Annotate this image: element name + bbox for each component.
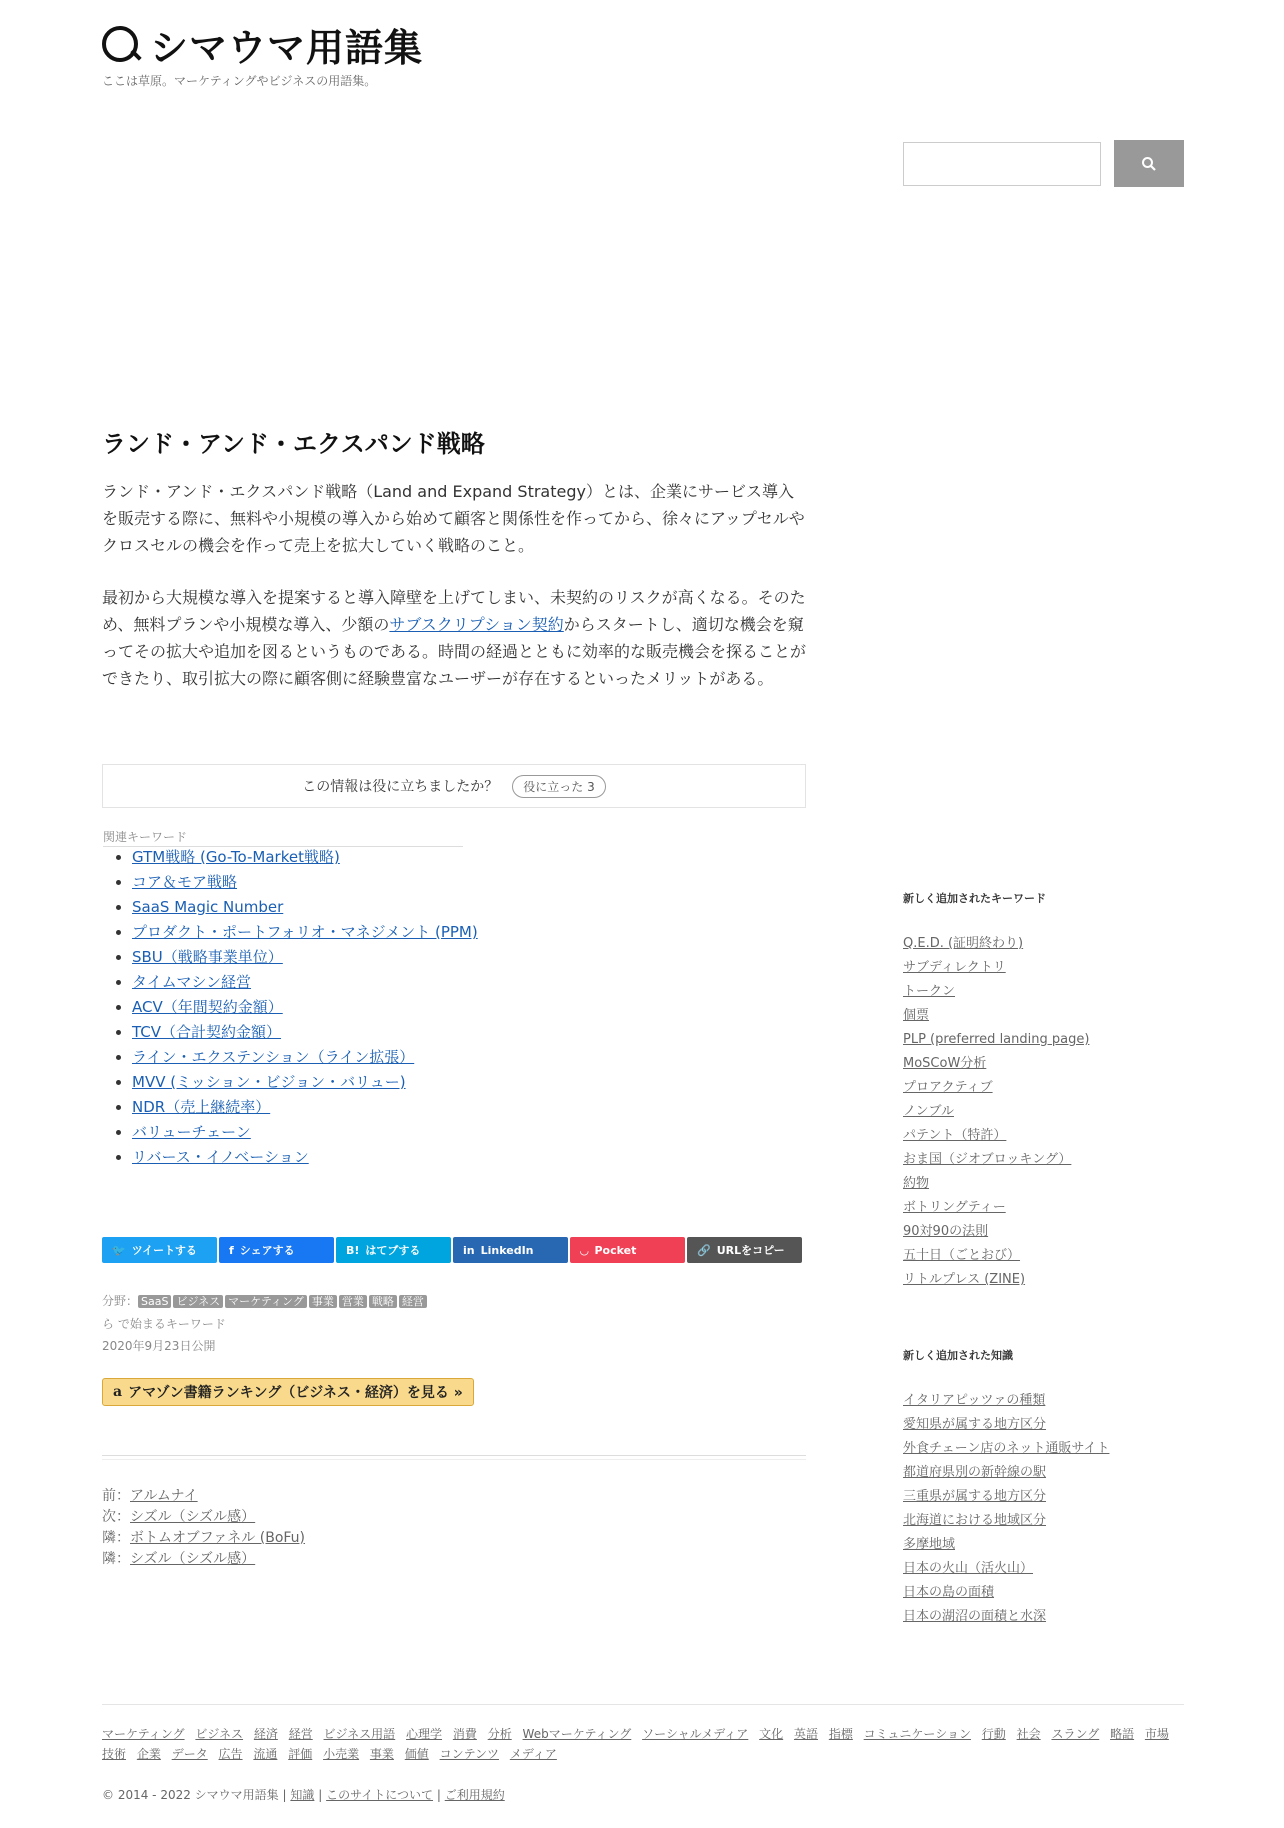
new-keywords-list [903,932,1089,1292]
adjacent-link[interactable]: シズル（シズル感） [130,1551,256,1567]
tag-link[interactable]: 事業 [309,1295,337,1308]
new-keyword-link[interactable]: 五十日（ごとおび） [903,1248,1021,1263]
copy-url-button[interactable] [687,1237,802,1263]
related-keyword-link[interactable]: バリューチェーン [132,1123,251,1141]
share-label: Pocket [594,1243,637,1257]
list-item [903,980,1089,1004]
list-item [132,897,492,917]
footer-category-link[interactable]: 価値 [404,1747,429,1761]
list-item [132,1022,492,1042]
helpful-feedback-box [102,764,806,808]
new-keyword-link[interactable]: 90対90の法則 [903,1224,989,1239]
tag-link[interactable]: 経営 [399,1295,427,1308]
footer-category-link[interactable]: 消費 [452,1727,477,1741]
list-item [903,1220,1089,1244]
list-item [903,1148,1089,1172]
share-label: ツイートする [131,1244,197,1257]
separator: | [318,1788,323,1802]
new-keyword-link[interactable]: パテント（特許） [903,1128,1007,1143]
tag-link[interactable]: SaaS [138,1295,171,1308]
footer-category-link[interactable]: コミュニケーション [863,1727,971,1741]
new-knowledge-heading: 新しく追加された知識 [903,1349,1013,1362]
copyright-text: © 2014 - 2022 シマウマ用語集 [102,1788,279,1802]
facebook-share-button[interactable] [219,1237,334,1263]
list-item [903,1196,1089,1220]
site-tagline: ここは草原。マーケティングやビジネスの用語集。 [102,74,377,88]
footer-categories [102,1724,1184,1764]
new-keyword-link[interactable]: 個票 [903,1008,930,1023]
published-date: 2020年9月23日公開 [102,1339,216,1353]
list-item [903,1052,1089,1076]
related-keyword-link[interactable]: ACV（年間契約金額） [132,998,283,1016]
new-keyword-link[interactable]: PLP (preferred landing page) [903,1032,1090,1047]
list-item [903,1244,1089,1268]
list-item [903,1268,1089,1292]
facebook-icon: f [229,1243,234,1257]
related-keyword-link[interactable]: SBU（戦略事業単位） [132,948,283,966]
new-keyword-link[interactable]: おま国（ジオブロッキング） [903,1152,1072,1167]
footer-category-link[interactable]: 分析 [487,1727,512,1741]
list-item [903,1389,1109,1413]
separator: | [282,1788,287,1802]
about-link[interactable]: このサイトについて [326,1788,434,1802]
article-paragraph [102,584,807,692]
list-item [903,1413,1109,1437]
divider [102,1455,806,1460]
new-keyword-link[interactable]: ボトリングティー [903,1200,1006,1215]
subscription-contract-link[interactable]: サブスクリプション契約 [389,615,564,634]
pocket-share-button[interactable] [570,1237,685,1263]
footer-category-link[interactable]: 行動 [981,1727,1006,1741]
new-keyword-link[interactable]: サブディレクトリ [903,960,1006,975]
list-item [132,847,492,867]
list-item [132,997,492,1017]
list-item [903,1100,1089,1124]
tag-link[interactable]: マーケティング [225,1295,307,1308]
link-icon: 🔗 [697,1243,711,1257]
footer-category-link[interactable]: 文化 [759,1727,784,1741]
paragraph-text: からスタートし、適切な機会を窺ってその拡大や追加を図るというものである。時間の経過とともに効率的な販売機会を探ることができたり、取引拡大の際に顧客側に経験豊富なユーザーが存在するといったメリットがある。 [102,615,807,688]
related-keyword-link[interactable]: NDR（売上継続率） [132,1098,271,1116]
footer-category-link[interactable]: Webマーケティング [522,1727,632,1741]
list-item [903,1605,1109,1629]
list-item [903,1004,1089,1028]
new-knowledge-link[interactable]: イタリアピッツァの種類 [903,1393,1046,1408]
footer-category-link[interactable]: 技術 [102,1747,127,1761]
prev-link-row [102,1486,305,1507]
hatena-share-button[interactable] [336,1237,451,1263]
new-keyword-link[interactable]: ノンブル [903,1104,954,1119]
related-keywords-heading: 関連キーワード [103,828,463,847]
list-item [903,1437,1109,1461]
new-keyword-link[interactable]: プロアクティブ [903,1080,993,1095]
new-knowledge-link[interactable]: 三重県が属する地方区分 [903,1489,1047,1504]
footer-category-link[interactable]: 英語 [793,1727,818,1741]
new-keywords-heading: 新しく追加されたキーワード [903,892,1046,905]
field-tags [102,1290,429,1313]
amazon-icon: a [113,1384,123,1400]
copyright [102,1786,505,1803]
helpful-question: この情報は役に立ちましたか？ [302,779,499,795]
list-item [132,1047,492,1067]
initial-letter-link[interactable]: ら で始まるキーワード [102,1317,226,1331]
helpful-button[interactable]: 役に立った 3 [512,775,605,798]
search-input[interactable] [903,142,1101,186]
footer-divider [102,1704,1184,1705]
list-item [132,1097,492,1117]
related-keyword-link[interactable]: TCV（合計契約金額） [132,1023,282,1041]
related-keyword-link[interactable]: ライン・エクステンション（ライン拡張） [132,1048,415,1066]
linkedin-share-button[interactable] [453,1237,568,1263]
footer-category-link[interactable]: 社会 [1016,1727,1041,1741]
new-knowledge-link[interactable]: 北海道における地域区分 [903,1513,1047,1528]
list-item [132,1147,492,1167]
search-button[interactable] [1114,140,1184,187]
new-keyword-link[interactable]: トークン [903,984,956,999]
list-item [903,1581,1109,1605]
related-keyword-link[interactable]: SaaS Magic Number [132,898,284,916]
adjacent-link[interactable]: ボトムオブファネル (BoFu) [130,1530,306,1546]
list-item [903,1028,1089,1052]
footer-category-link[interactable]: マーケティング [102,1727,185,1741]
next-link-row [102,1507,305,1528]
related-keyword-link[interactable]: MVV (ミッション・ビジョン・バリュー) [132,1073,406,1091]
site-title[interactable] [102,20,423,68]
new-keyword-link[interactable]: リトルプレス (ZINE) [903,1272,1026,1287]
list-item [903,932,1089,956]
tag-link[interactable]: 営業 [339,1295,367,1308]
amazon-ranking-button[interactable] [102,1378,474,1406]
related-keywords-list [102,847,492,1172]
footer-category-link[interactable]: 経営 [288,1727,313,1741]
separator: | [436,1788,441,1802]
share-label: LinkedIn [480,1243,534,1257]
terms-link[interactable]: ご利用規約 [444,1788,505,1802]
amazon-ranking-label: アマゾン書籍ランキング（ビジネス・経済）を見る » [128,1385,463,1401]
share-label: URLをコピー [716,1244,785,1257]
article-meta [102,1290,429,1357]
new-knowledge-link[interactable]: 愛知県が属する地方区分 [903,1417,1047,1432]
new-keyword-link[interactable]: Q.E.D. (証明終わり) [903,936,1024,951]
footer-category-link[interactable]: コンテンツ [439,1747,499,1761]
nav-label: 前： [102,1488,130,1504]
footer-category-link[interactable]: 経済 [253,1727,278,1741]
new-knowledge-link[interactable]: 日本の火山（活火山） [903,1561,1034,1576]
nav-label: 次： [102,1509,130,1525]
footer-category-link[interactable]: ビジネス用語 [323,1727,396,1741]
linkedin-icon: in [463,1243,475,1257]
list-item [903,1461,1109,1485]
footer-category-link[interactable]: 市場 [1144,1727,1169,1741]
list-item [132,1122,492,1142]
new-knowledge-link[interactable]: 日本の島の面積 [903,1585,995,1600]
search-icon [1141,156,1157,172]
list-item [903,1485,1109,1509]
next-link[interactable]: シズル（シズル感） [130,1509,256,1525]
list-item [132,872,492,892]
list-item [903,1509,1109,1533]
article-paragraph: ランド・アンド・エクスパンド戦略（Land and Expand Strategy）とは、企業にサービス導入を販売する際に、無料や小規模の導入から始めて顧客と関係性を作ってから、徐々にアップセルやクロスセルの機会を作って売上を拡大していく戦略のこと。 [102,482,805,555]
twitter-icon: 🐦 [112,1243,126,1257]
related-keyword-link[interactable]: プロダクト・ポートフォリオ・マネジメント (PPM) [132,923,478,941]
knowledge-link[interactable]: 知識 [290,1788,315,1802]
nav-label: 隣： [102,1530,130,1546]
nav-label: 隣： [102,1551,130,1567]
footer-category-link[interactable]: 企業 [136,1747,161,1761]
list-item [903,1533,1109,1557]
list-item [132,1072,492,1092]
footer-category-link[interactable]: 事業 [369,1747,394,1761]
list-item [903,1557,1109,1581]
list-item [132,922,492,942]
list-item [132,972,492,992]
footer-category-link[interactable]: 略語 [1110,1727,1135,1741]
tag-link[interactable]: 戦略 [369,1295,397,1308]
hatena-icon: B! [346,1243,360,1257]
footer-category-link[interactable]: スラング [1051,1727,1100,1741]
new-knowledge-link[interactable]: 外食チェーン店のネット通販サイト [903,1441,1110,1456]
adjacent-link-row [102,1528,305,1549]
list-item [903,956,1089,980]
new-knowledge-link[interactable]: 日本の湖沼の面積と水深 [903,1609,1047,1624]
new-knowledge-link[interactable]: 都道府県別の新幹線の駅 [903,1465,1047,1480]
share-label: シェアする [239,1244,295,1257]
list-item [903,1124,1089,1148]
new-keyword-link[interactable]: MoSCoW分析 [903,1056,987,1071]
footer-category-link[interactable]: ビジネス [195,1727,244,1741]
related-keyword-link[interactable]: タイムマシン経営 [132,973,252,991]
footer-category-link[interactable]: 評価 [288,1747,313,1761]
article-title: ランド・アンド・エクスパンド戦略 [102,430,485,458]
related-keyword-link[interactable]: コア＆モア戦略 [132,873,238,891]
paragraph-text: 最初から大規模な導入を提案すると導入障壁を上げてしまい、未契約のリスクが高くなる。そのため、無料プランや小規模な導入、少額の [102,588,806,634]
footer-category-link[interactable]: ソーシャルメディア [642,1727,749,1741]
share-label: はてブする [365,1244,421,1257]
new-keyword-link[interactable]: 約物 [903,1176,930,1191]
field-label: 分野： [102,1294,139,1308]
pocket-icon: ◡ [580,1243,589,1257]
footer-category-link[interactable]: 指標 [828,1727,853,1741]
footer-category-link[interactable]: 小売業 [323,1747,360,1761]
site-name[interactable]: シマウマ用語集 [150,25,424,70]
footer-category-link[interactable]: 広告 [218,1747,243,1761]
related-keyword-link[interactable]: GTM戦略 (Go-To-Market戦略) [132,848,340,866]
twitter-share-button[interactable] [102,1237,217,1263]
related-keyword-link[interactable]: リバース・イノベーション [132,1148,309,1166]
prev-link[interactable]: アルムナイ [130,1488,198,1504]
list-item [903,1172,1089,1196]
adjacent-link-row [102,1549,305,1570]
logo-icon [102,26,138,62]
share-buttons [102,1237,802,1263]
new-knowledge-list [903,1389,1109,1629]
tag-link[interactable]: ビジネス [173,1295,223,1308]
list-item [903,1076,1089,1100]
new-knowledge-link[interactable]: 多摩地域 [903,1537,956,1552]
adjacent-navigation [102,1486,305,1570]
footer-category-link[interactable]: データ [171,1747,208,1761]
list-item [132,947,492,967]
footer-category-link[interactable]: 心理学 [406,1727,443,1741]
footer-category-link[interactable]: メディア [509,1747,557,1761]
footer-category-link[interactable]: 流通 [253,1747,278,1761]
